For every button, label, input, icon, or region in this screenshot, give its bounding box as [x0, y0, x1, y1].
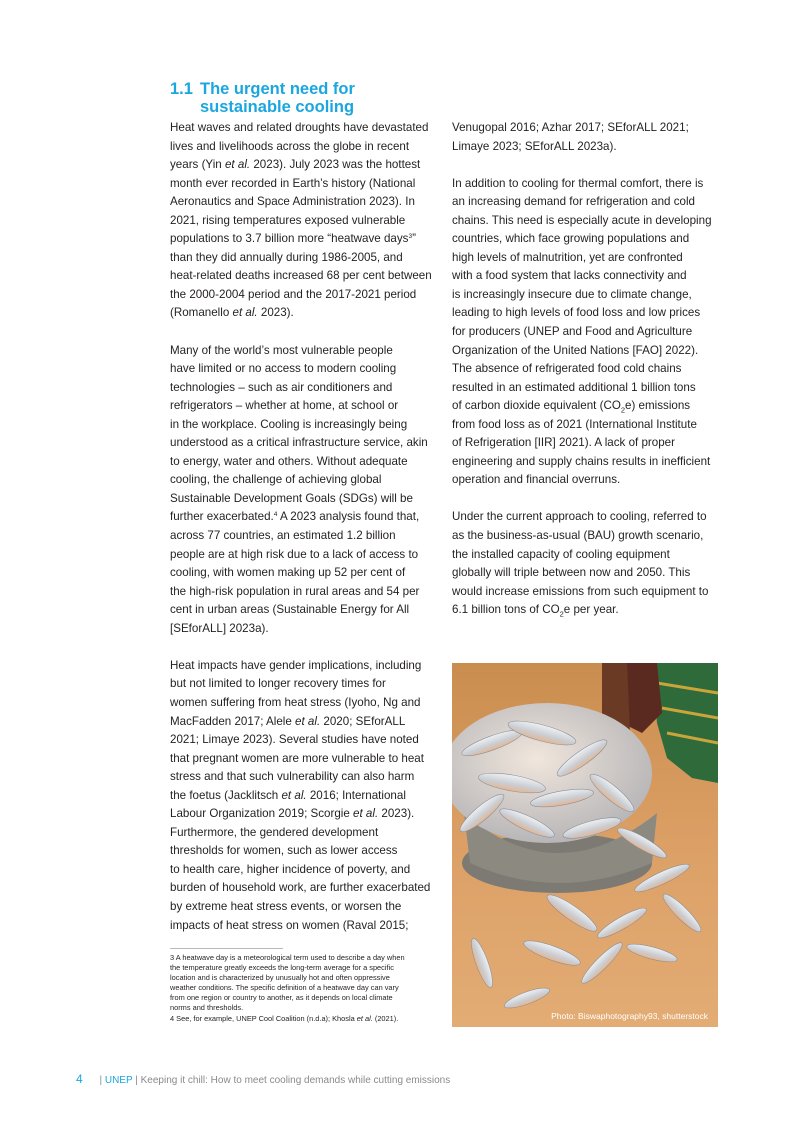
- section-title-line-2: sustainable cooling: [200, 98, 355, 116]
- text-line: [170, 397, 442, 416]
- text-line: [170, 713, 442, 732]
- text-run: Organization of the United Nations [FAO] 2022).: [452, 343, 699, 357]
- left-column: [170, 119, 442, 935]
- emphasis: et al.: [232, 306, 258, 320]
- text-run: to health care, higher incidence of poverty, and: [170, 862, 411, 876]
- text-run: heat-related deaths increased 68 per cent between: [170, 269, 432, 283]
- text-line: [170, 416, 442, 435]
- footer-separator-2: |: [135, 1075, 138, 1086]
- text-line: [170, 546, 442, 565]
- text-run: engineering and supply chains results in inefficient: [452, 454, 711, 468]
- text-run: Under the current approach to cooling, referred to: [452, 510, 707, 524]
- text-run: populations to 3.7 billion more “heatwave days: [170, 232, 409, 246]
- text-run: 2023).: [257, 306, 294, 320]
- text-line: [170, 379, 442, 398]
- text-run: to energy, water and others. Without adequate: [170, 454, 408, 468]
- text-run: burden of household work, are further exacerbated: [170, 881, 431, 895]
- page-footer: [76, 1072, 450, 1086]
- footer-brand: UNEP: [104, 1075, 133, 1086]
- text-run: lives and livelihoods across the globe in recent: [170, 139, 410, 153]
- text-run: (2021).: [372, 1013, 399, 1023]
- text-run: A 2023 analysis found that,: [277, 510, 420, 524]
- text-line: [170, 917, 442, 936]
- text-run: globally will triple between now and 2050. This: [452, 566, 691, 580]
- section-number: 1.1: [170, 80, 193, 98]
- text-run: ”: [412, 232, 416, 246]
- text-run: The absence of refrigerated food cold chains: [452, 362, 682, 376]
- paragraph-bau-scenario: [452, 508, 724, 619]
- text-run: 6.1 billion tons of CO: [452, 603, 560, 617]
- text-run: 2023).: [378, 807, 415, 821]
- text-run: Heat waves and related droughts have devastated: [170, 121, 429, 134]
- text-line: [170, 304, 442, 323]
- text-run: MacFadden 2017; Alele: [170, 714, 296, 728]
- paragraph-access-to-cooling: [170, 342, 442, 639]
- paragraph-heat-waves: [170, 119, 442, 323]
- text-line: [170, 212, 442, 231]
- text-run: 2021; Limaye 2023). Several studies have noted: [170, 733, 419, 747]
- text-line: [452, 546, 724, 565]
- text-run: operation and financial overruns.: [452, 473, 621, 487]
- text-line: [170, 360, 442, 379]
- text-run: Heat impacts have gender implications, including: [170, 658, 422, 672]
- text-run: stress and that such vulnerability can also harm: [170, 770, 415, 784]
- text-line: [170, 434, 442, 453]
- text-line: [452, 471, 724, 490]
- text-line: [170, 1003, 440, 1013]
- text-line: [452, 527, 724, 546]
- text-line: [170, 119, 442, 138]
- text-line: [452, 267, 724, 286]
- text-line: [452, 601, 724, 620]
- text-run: have limited or no access to modern cooling: [170, 362, 397, 376]
- text-line: [170, 267, 442, 286]
- text-run: but not limited to longer recovery times for: [170, 677, 386, 691]
- text-line: [170, 983, 440, 993]
- text-run: Limaye 2023; SEforALL 2023a).: [452, 139, 617, 153]
- emphasis: et al.: [353, 807, 379, 821]
- text-run: the high-risk population in rural areas and 54 per: [170, 584, 420, 598]
- text-line: [170, 601, 442, 620]
- text-line: [170, 1014, 440, 1024]
- text-line: [452, 175, 724, 194]
- text-run: Furthermore, the gendered development: [170, 825, 379, 839]
- subscript: 2: [620, 405, 626, 415]
- section-title-line-1: The urgent need for: [200, 80, 355, 98]
- text-line: [170, 898, 442, 917]
- text-run: of Refrigeration [IIR] 2021). A lack of proper: [452, 436, 675, 450]
- text-run: cooling, with women making up 52 per cent of: [170, 566, 406, 580]
- paragraph-gender-implications: [170, 657, 442, 935]
- text-run: women suffering from heat stress (Iyoho, Ng and: [170, 695, 421, 709]
- text-run: than they did annually during 1986-2005, and: [170, 250, 403, 264]
- text-run: countries, which face growing populations and: [452, 232, 690, 246]
- text-run: technologies – such as air conditioners and: [170, 380, 393, 394]
- text-line: [170, 156, 442, 175]
- text-line: [452, 286, 724, 305]
- text-line: [170, 490, 442, 509]
- footnote-4: [170, 1014, 440, 1024]
- emphasis: et al.: [281, 788, 307, 802]
- text-run: years (Yin: [170, 158, 225, 172]
- text-run: weather conditions. The specific definition of a heatwave day can vary: [170, 983, 399, 993]
- emphasis: et al.: [224, 158, 251, 172]
- text-line: [452, 119, 724, 138]
- footnote-marker: 4: [273, 511, 278, 519]
- text-line: [452, 508, 724, 527]
- text-line: [170, 286, 442, 305]
- text-run: from food loss as of 2021 (International Institute: [452, 417, 697, 431]
- footer-title: Keeping it chill: How to meet cooling demands while cutting emissions: [140, 1075, 451, 1086]
- text-line: [170, 963, 440, 973]
- text-line: [452, 249, 724, 268]
- text-run: leading to high levels of food loss and low prices: [452, 306, 701, 320]
- text-line: [170, 583, 442, 602]
- text-run: Labour Organization 2019; Scorgie: [170, 807, 354, 821]
- photo-credit: Photo: Biswaphotography93, shutterstock: [551, 1011, 708, 1021]
- text-line: [452, 397, 724, 416]
- text-run: 2021, rising temperatures exposed vulnerable: [170, 213, 406, 227]
- text-run: that pregnant women are more vulnerable to heat: [170, 751, 424, 765]
- text-run: people are at high risk due to a lack of access to: [170, 547, 419, 561]
- text-run: cooling, the challenge of achieving global: [170, 473, 382, 487]
- text-line: [452, 564, 724, 583]
- text-line: [170, 453, 442, 472]
- text-run: in the workplace. Cooling is increasingly being: [170, 417, 408, 431]
- text-line: [170, 953, 440, 963]
- text-run: 3 A heatwave day is a meteorological term used to describe a day when: [170, 953, 405, 962]
- text-run: high levels of malnutrition, yet are confronted: [452, 250, 683, 264]
- text-line: [170, 657, 442, 676]
- text-run: month ever recorded in Earth’s history (National: [170, 176, 416, 190]
- text-run: e) emissions: [625, 399, 691, 413]
- text-line: [452, 304, 724, 323]
- text-line: [170, 249, 442, 268]
- text-run: of carbon dioxide equivalent (CO: [452, 399, 621, 413]
- text-run: 4 See, for example, UNEP Cool Coalition (n.d.a); Khosla: [170, 1013, 357, 1023]
- footer-separator-1: |: [99, 1075, 103, 1086]
- text-line: [170, 842, 442, 861]
- text-line: [170, 620, 442, 639]
- text-line: [452, 416, 724, 435]
- footnote-divider: [170, 948, 283, 949]
- text-run: [SEforALL] 2023a).: [170, 621, 269, 635]
- text-line: [170, 342, 442, 361]
- page-number: 4: [76, 1072, 83, 1086]
- text-run: 2023). July 2023 was the hottest: [250, 158, 421, 172]
- text-run: chains. This need is especially acute in developing: [452, 213, 712, 227]
- text-line: [452, 453, 724, 472]
- text-run: location and is characterized by unusually hot and often oppressive: [170, 973, 390, 983]
- emphasis: et al.: [295, 714, 321, 728]
- fish-photo: [452, 663, 718, 1027]
- text-run: the foetus (Jacklitsch: [170, 788, 282, 802]
- text-line: [170, 508, 442, 527]
- text-run: understood as a critical infrastructure service, akin: [170, 436, 428, 450]
- text-run: an increasing demand for refrigeration and cold: [452, 195, 695, 209]
- text-run: Venugopal 2016; Azhar 2017; SEforALL 2021;: [452, 121, 689, 134]
- text-line: [452, 212, 724, 231]
- paragraph-cold-chains: [452, 175, 724, 490]
- text-line: [452, 434, 724, 453]
- text-line: [452, 193, 724, 212]
- text-run: e per year.: [563, 603, 619, 617]
- text-line: [170, 750, 442, 769]
- text-run: resulted in an estimated additional 1 billion tons: [452, 380, 696, 394]
- text-line: [452, 583, 724, 602]
- text-run: norms and thresholds.: [170, 1003, 244, 1013]
- text-line: [170, 193, 442, 212]
- text-run: further exacerbated.: [170, 510, 274, 524]
- subscript: 2: [559, 609, 564, 619]
- text-run: refrigerators – whether at home, at school or: [170, 399, 399, 413]
- text-run: impacts of heat stress on women (Raval 2015;: [170, 918, 409, 932]
- text-line: [170, 138, 442, 157]
- text-run: cent in urban areas (Sustainable Energy for All: [170, 603, 410, 617]
- paragraph-references-continued: [452, 119, 724, 156]
- text-run: thresholds for women, such as lower access: [170, 844, 398, 858]
- text-run: Many of the world’s most vulnerable people: [170, 343, 393, 357]
- text-run: the 2000-2004 period and the 2017-2021 period: [170, 287, 417, 301]
- text-run: In addition to cooling for thermal comfort, there is: [452, 176, 704, 190]
- text-line: [452, 342, 724, 361]
- text-line: [170, 175, 442, 194]
- text-run: by extreme heat stress events, or worsen the: [170, 899, 402, 913]
- text-run: the temperature greatly exceeds the long-term average for a specific: [170, 963, 394, 973]
- text-line: [452, 323, 724, 342]
- text-line: [170, 993, 440, 1003]
- text-run: 2016; International: [306, 788, 406, 802]
- text-line: [170, 768, 442, 787]
- text-run: (Romanello: [170, 306, 233, 320]
- text-line: [452, 230, 724, 249]
- footnote-3: [170, 953, 440, 1014]
- text-line: [170, 230, 442, 249]
- fish-photo-image: [452, 663, 718, 1027]
- text-run: would increase emissions from such equipment to: [452, 584, 709, 598]
- text-line: [170, 879, 442, 898]
- footnotes: [170, 953, 440, 1024]
- text-run: the installed capacity of cooling equipment: [452, 547, 670, 561]
- text-run: across 77 countries, an estimated 1.2 billion: [170, 529, 396, 543]
- text-line: [170, 694, 442, 713]
- text-run: from one region or country to another, as it depends on local climate: [170, 993, 393, 1003]
- text-line: [170, 973, 440, 983]
- text-line: [170, 675, 442, 694]
- text-run: Sustainable Development Goals (SDGs) will be: [170, 491, 413, 505]
- text-run: as the business-as-usual (BAU) growth scenario,: [452, 529, 704, 543]
- text-line: [452, 379, 724, 398]
- text-line: [452, 138, 724, 157]
- text-run: 2020; SEforALL: [320, 714, 406, 728]
- right-column: [452, 119, 724, 620]
- text-line: [170, 731, 442, 750]
- text-line: [170, 471, 442, 490]
- footnote-marker: 3: [408, 233, 413, 241]
- text-line: [170, 861, 442, 880]
- text-line: [452, 360, 724, 379]
- text-line: [170, 564, 442, 583]
- text-line: [170, 527, 442, 546]
- text-line: [170, 824, 442, 843]
- emphasis: et al.: [356, 1013, 373, 1023]
- text-line: [170, 787, 442, 806]
- text-line: [170, 805, 442, 824]
- text-run: Aeronautics and Space Administration 2023). In: [170, 195, 415, 209]
- text-run: with a food system that lacks connectivity and: [452, 269, 687, 283]
- text-run: is increasingly insecure due to climate change,: [452, 287, 692, 301]
- text-run: for producers (UNEP and Food and Agriculture: [452, 325, 693, 339]
